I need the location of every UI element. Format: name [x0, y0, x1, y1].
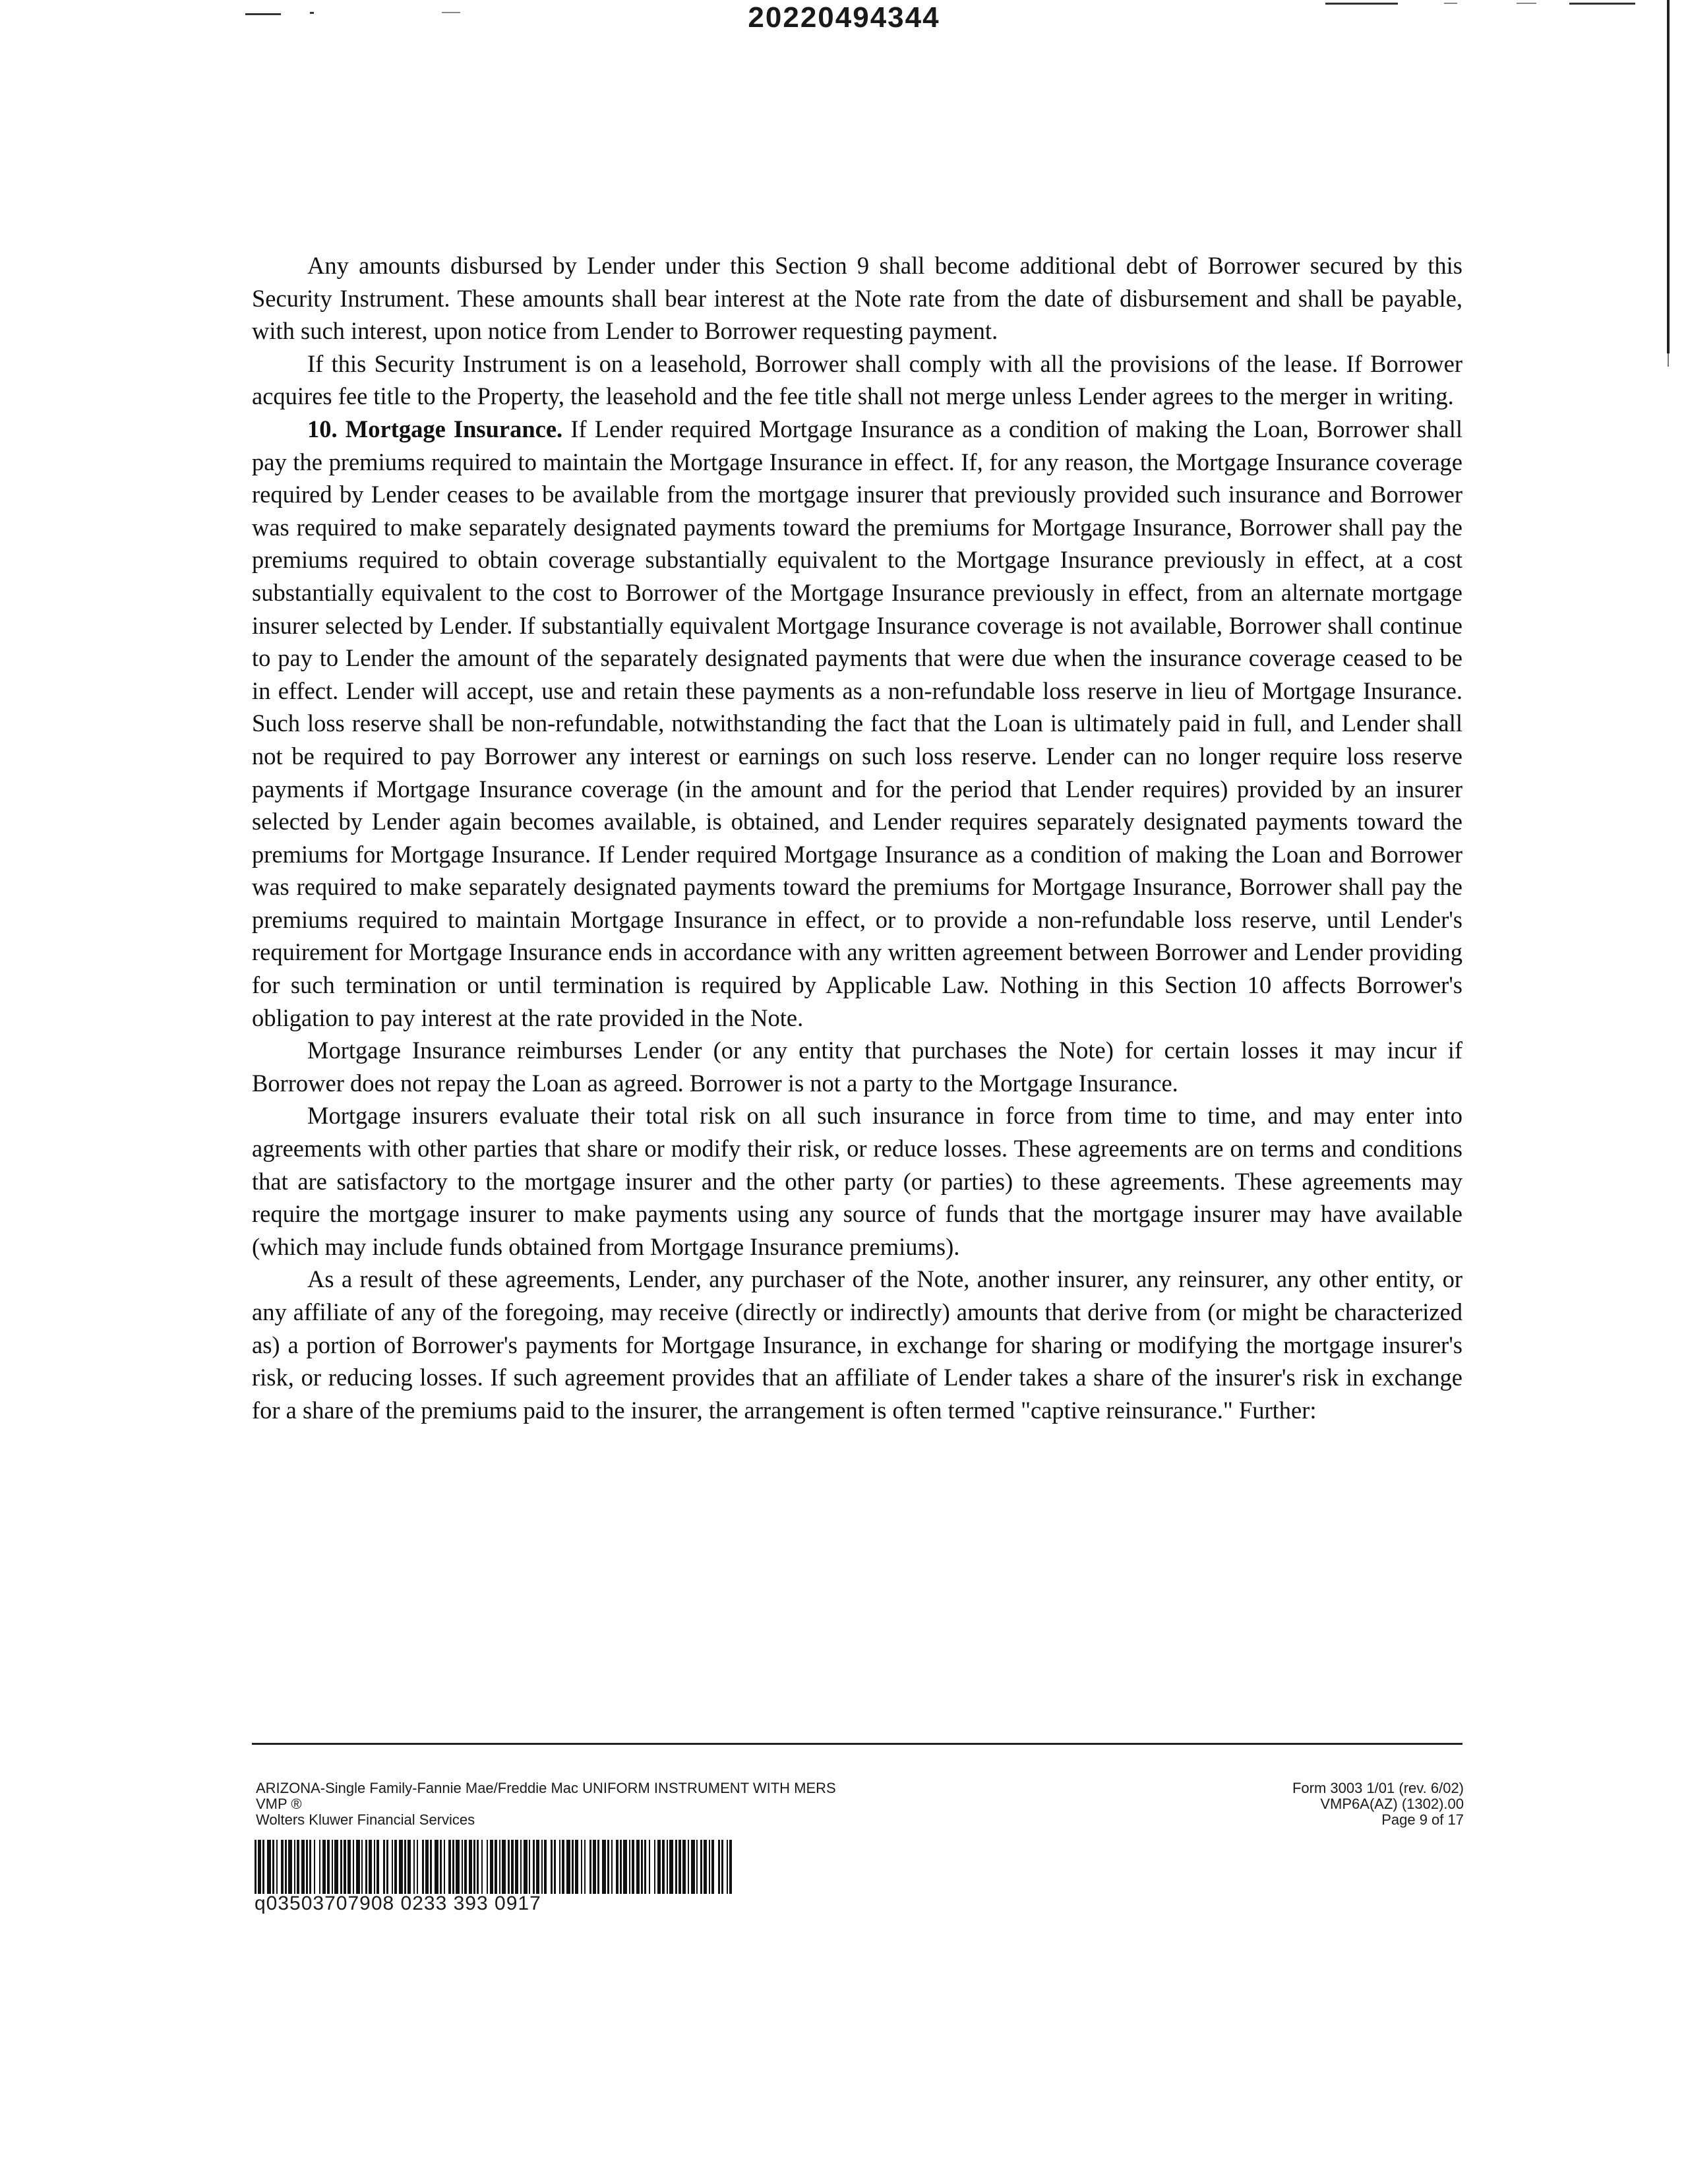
- barcode-bar: [520, 1840, 522, 1894]
- barcode-bar: [499, 1840, 500, 1894]
- document-number: 20220494344: [748, 1, 940, 34]
- barcode-bar: [417, 1840, 418, 1894]
- barcode-bar: [490, 1840, 493, 1894]
- barcode-bar: [562, 1840, 564, 1894]
- barcode-bar: [524, 1840, 528, 1894]
- barcode-bar: [662, 1840, 665, 1894]
- paragraph: [252, 348, 1462, 413]
- barcode-bar: [629, 1840, 630, 1894]
- document-body: [252, 249, 1462, 1426]
- barcode-bar: [353, 1840, 354, 1894]
- barcode-bar: [678, 1840, 681, 1894]
- barcode-bar: [593, 1840, 596, 1894]
- barcode-bar: [392, 1840, 393, 1894]
- barcode-bar: [281, 1840, 284, 1894]
- barcode-bar: [554, 1840, 556, 1894]
- barcode-bar: [332, 1840, 333, 1894]
- barcode-bar: [306, 1840, 308, 1894]
- paragraph-text: If Lender required Mortgage Insurance as a condition of making the Loan, Borrower shall pay the premiums required to maintain the Mortgage Insurance in effect. If, for any reason, the Mortgage Insurance coverage required by Lender ceases to be available from the mortgage insurer that previously provided such insurance and Borrower was required to make separately designated payments toward the premiums for Mortgage Insurance, Borrower shall pay the premiums required to obtain coverage substantially equivalent to the Mortgage Insurance previously in effect, at a cost substantially equivalent to the cost to Borrower of the Mortgage Insurance previously in effect, from an alternate mortgage insurer selected by Lender. If substantially equivalent Mortgage Insurance coverage is not available, Borrower shall continue to pay to Lender the amount of the separately designated payments that were due when the insurance coverage ceased to be in effect. Lender will accept, use and retain these payments as a non-refundable loss reserve in lieu of Mortgage Insurance. Such loss reserve shall be non-refundable, notwithstanding the fact that the Loan is ultimately paid in full, and Lender shall not be required to pay Borrower any interest or earnings on such loss reserve. Lender can no longer require loss reserve payments if Mortgage Insurance coverage (in the amount and for the period that Lender requires) provided by an insurer selected by Lender again becomes available, is obtained, and Lender requires separately designated payments toward the premiums for Mortgage Insurance. If Lender required Mortgage Insurance as a condition of making the Loan and Borrower was required to make separately designated payments toward the premiums for Mortgage Insurance, Borrower shall pay the premiums required to maintain Mortgage Insurance in effect, or to provide a non-refundable loss reserve, until Lender's requirement for Mortgage Insurance ends in accordance with any written agreement between Borrower and Lender providing for such termination or until termination is required by Applicable Law. Nothing in this Section 10 affects Borrower's obligation to pay interest at the rate provided in the Note.: [252, 415, 1462, 1031]
- barcode-bar: [377, 1840, 379, 1894]
- barcode-bar: [258, 1840, 261, 1894]
- barcode-bar: [340, 1840, 342, 1894]
- barcode-bar: [440, 1840, 442, 1894]
- barcode-bar: [709, 1840, 710, 1894]
- barcode-bar: [729, 1840, 732, 1894]
- barcode-bar: [597, 1840, 599, 1894]
- barcode-bar: [495, 1840, 497, 1894]
- barcode-bar: [347, 1840, 351, 1894]
- barcode-bar: [374, 1840, 375, 1894]
- barcode-bar: [533, 1840, 535, 1894]
- barcode-bar: [572, 1840, 574, 1894]
- barcode-bar: [481, 1840, 483, 1894]
- barcode-bar: [566, 1840, 570, 1894]
- barcode-bar: [267, 1840, 271, 1894]
- footer-divider: [252, 1743, 1462, 1745]
- barcode-bar: [616, 1840, 618, 1894]
- barcode-bar: [508, 1840, 510, 1894]
- barcode-bar: [589, 1840, 591, 1894]
- barcode-bar: [657, 1840, 661, 1894]
- barcode-bar: [704, 1840, 707, 1894]
- barcode-bar: [399, 1840, 403, 1894]
- barcode-bar: [502, 1840, 506, 1894]
- barcode-bar: [319, 1840, 320, 1894]
- barcode-bar: [276, 1840, 278, 1894]
- barcode-bar: [383, 1840, 385, 1894]
- barcode-bar: [511, 1840, 514, 1894]
- paragraph-text: As a result of these agreements, Lender, any purchaser of the Note, another insurer, any reinsurer, any other entity, or any affiliate of any of the foregoing, may receive (directly or indirectly) amounts that derive from (or might be characterized as) a portion of Borrower's payments for Mortgage Insurance, in exchange for sharing or modifying the mortgage insurer's risk, or reducing losses. If such agreement provides that an affiliate of Lender takes a share of the insurer's risk in exchange for a share of the premiums paid to the insurer, the arrangement is often termed "captive reinsurance." Further:: [252, 1265, 1462, 1424]
- barcode-bar: [361, 1840, 363, 1894]
- barcode-bar: [607, 1840, 609, 1894]
- barcode-bar: [262, 1840, 264, 1894]
- barcode-bar: [721, 1840, 723, 1894]
- barcode-bar: [425, 1840, 429, 1894]
- barcode-bar: [285, 1840, 287, 1894]
- barcode-bar: [444, 1840, 445, 1894]
- barcode-bar: [541, 1840, 543, 1894]
- footer-vmp-code: VMP6A(AZ) (1302).00: [1320, 1796, 1464, 1812]
- footer-form-title: ARIZONA-Single Family-Fannie Mae/Freddie Mac UNIFORM INSTRUMENT WITH MERS: [256, 1780, 836, 1796]
- barcode-bar: [675, 1840, 677, 1894]
- barcode-number: q03503707908 0233 393 0917: [255, 1893, 541, 1914]
- section-heading: 10. Mortgage Insurance.: [307, 415, 563, 442]
- barcode-bar: [344, 1840, 346, 1894]
- paragraph: [252, 1034, 1462, 1099]
- barcode-bar: [356, 1840, 360, 1894]
- footer-form-info: [256, 1780, 836, 1828]
- barcode-bar: [464, 1840, 467, 1894]
- footer-page-number: Page 9 of 17: [1381, 1811, 1464, 1828]
- barcode: [255, 1840, 732, 1894]
- barcode-bar: [473, 1840, 475, 1894]
- barcode-bar: [430, 1840, 432, 1894]
- footer-publisher: Wolters Kluwer Financial Services: [256, 1811, 475, 1828]
- barcode-bar: [515, 1840, 518, 1894]
- barcode-bar: [294, 1840, 295, 1894]
- barcode-bar: [386, 1840, 388, 1894]
- barcode-bar: [452, 1840, 454, 1894]
- barcode-bar: [448, 1840, 451, 1894]
- barcode-bar: [544, 1840, 547, 1894]
- barcode-bar: [255, 1840, 256, 1894]
- barcode-bar: [314, 1840, 315, 1894]
- barcode-bar: [327, 1840, 330, 1894]
- barcode-bar: [309, 1840, 311, 1894]
- barcode-bar: [487, 1840, 488, 1894]
- paragraph-text: Any amounts disbursed by Lender under this Section 9 shall become additional debt of Borrower secured by this Security Instrument. These amounts shall bear interest at the Note rate from the date of disbursement and shall be payable, with such interest, upon notice from Lender to Borrower requesting payment.: [252, 252, 1462, 345]
- barcode-bar: [602, 1840, 606, 1894]
- barcode-bar: [611, 1840, 613, 1894]
- barcode-bar: [620, 1840, 622, 1894]
- barcode-bar: [700, 1840, 702, 1894]
- barcode-bar: [413, 1840, 415, 1894]
- paragraph-text: Mortgage insurers evaluate their total risk on all such insurance in force from time to time, and may enter into agreements with other parties that share or modify their risk, or reduce losses. These agreements are on terms and conditions that are satisfactory to the mortgage insurer and the other party (or parties) to these agreements. These agreements may require the mortgage insurer to make payments using any source of funds that the mortgage insurer may have available (which may include funds obtained from Mortgage Insurance premiums).: [252, 1102, 1462, 1260]
- barcode-bar: [696, 1840, 698, 1894]
- barcode-bar: [469, 1840, 472, 1894]
- barcode-bar: [641, 1840, 643, 1894]
- barcode-bar: [584, 1840, 586, 1894]
- barcode-bar: [581, 1840, 582, 1894]
- barcode-bar: [623, 1840, 627, 1894]
- barcode-bar: [272, 1840, 274, 1894]
- barcode-bar: [365, 1840, 367, 1894]
- paragraph-text: Mortgage Insurance reimburses Lender (or any entity that purchases the Note) for certain losses it may incur if Borrower does not repay the Loan as agreed. Borrower is not a party to the Mortgage Insurance.: [252, 1037, 1462, 1097]
- barcode-bar: [529, 1840, 530, 1894]
- barcode-bar: [649, 1840, 650, 1894]
- barcode-bar: [654, 1840, 655, 1894]
- barcode-bar: [477, 1840, 479, 1894]
- barcode-bar: [394, 1840, 397, 1894]
- footer-form-number: [1292, 1780, 1464, 1828]
- scan-edge-line: [1667, 0, 1670, 353]
- barcode-bar: [435, 1840, 438, 1894]
- footer-form-revision: Form 3003 1/01 (rev. 6/02): [1292, 1780, 1464, 1796]
- barcode-bar: [718, 1840, 720, 1894]
- barcode-bar: [667, 1840, 668, 1894]
- barcode-bar: [334, 1840, 338, 1894]
- paragraph-text: If this Security Instrument is on a leasehold, Borrower shall comply with all the provisions of the lease. If Borrower acquires fee title to the Property, the leasehold and the fee title shall not merge unless Lender agrees to the merger in writing.: [252, 349, 1462, 410]
- barcode-bar: [669, 1840, 673, 1894]
- barcode-bar: [727, 1840, 728, 1894]
- barcode-bar: [644, 1840, 646, 1894]
- barcode-bar: [369, 1840, 372, 1894]
- barcode-bar: [297, 1840, 299, 1894]
- barcode-bar: [691, 1840, 695, 1894]
- barcode-bar: [682, 1840, 686, 1894]
- barcode-bar: [551, 1840, 553, 1894]
- footer-vmp-mark: VMP ®: [256, 1796, 302, 1812]
- paragraph: [252, 1099, 1462, 1263]
- paragraph: [252, 249, 1462, 348]
- barcode-bar: [688, 1840, 689, 1894]
- barcode-bar: [456, 1840, 460, 1894]
- barcode-bar: [422, 1840, 424, 1894]
- barcode-bar: [636, 1840, 640, 1894]
- barcode-bar: [404, 1840, 406, 1894]
- barcode-bar: [301, 1840, 305, 1894]
- scan-edge-line: [1668, 353, 1669, 367]
- barcode-bar: [711, 1840, 714, 1894]
- barcode-bar: [462, 1840, 463, 1894]
- barcode-bar: [288, 1840, 292, 1894]
- barcode-bar: [536, 1840, 539, 1894]
- barcode-bar: [575, 1840, 578, 1894]
- barcode-bar: [632, 1840, 634, 1894]
- barcode-bar: [559, 1840, 560, 1894]
- paragraph: [252, 1263, 1462, 1426]
- paragraph-section-10: [252, 413, 1462, 1034]
- barcode-bar: [322, 1840, 326, 1894]
- barcode-bar: [407, 1840, 411, 1894]
